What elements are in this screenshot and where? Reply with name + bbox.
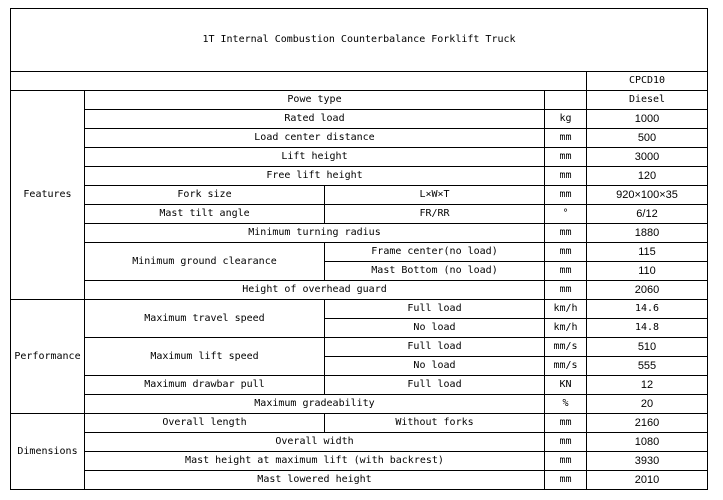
row-label: Fork size [85, 186, 325, 205]
row-label: Mast tilt angle [85, 205, 325, 224]
row-unit: mm [545, 262, 587, 281]
row-unit: km/h [545, 319, 587, 338]
row-sublabel: Mast Bottom (no load) [325, 262, 545, 281]
table-row [11, 376, 708, 395]
row-value: 555 [587, 357, 708, 376]
row-value: 115 [587, 243, 708, 262]
table-title: 1T Internal Combustion Counterbalance Forklift Truck [11, 9, 708, 72]
row-unit [545, 91, 587, 110]
row-unit: mm [545, 167, 587, 186]
title-row [11, 9, 708, 72]
row-value: 1080 [587, 433, 708, 452]
table-row [11, 205, 708, 224]
row-label: Load center distance [85, 129, 545, 148]
row-value: 500 [587, 129, 708, 148]
row-sublabel: Full load [325, 338, 545, 357]
row-value: Diesel [587, 91, 708, 110]
row-label: Mast height at maximum lift (with backrest) [85, 452, 545, 471]
row-label: Minimum turning radius [85, 224, 545, 243]
table-row [11, 110, 708, 129]
row-unit: km/h [545, 300, 587, 319]
row-value: 12 [587, 376, 708, 395]
row-value: 2010 [587, 471, 708, 490]
table-row [11, 452, 708, 471]
row-unit: mm [545, 224, 587, 243]
table-row [11, 186, 708, 205]
table-row [11, 91, 708, 110]
row-label: Rated load [85, 110, 545, 129]
row-value: 1880 [587, 224, 708, 243]
table-row [11, 433, 708, 452]
table-row [11, 471, 708, 490]
row-label: Height of overhead guard [85, 281, 545, 300]
table-row [11, 395, 708, 414]
row-value: 110 [587, 262, 708, 281]
table-row [11, 129, 708, 148]
row-unit: mm/s [545, 338, 587, 357]
row-label: Free lift height [85, 167, 545, 186]
row-value: 3000 [587, 148, 708, 167]
row-label: Overall length [85, 414, 325, 433]
row-unit: mm [545, 129, 587, 148]
table-row [11, 338, 708, 357]
row-label: Lift height [85, 148, 545, 167]
row-unit: mm [545, 243, 587, 262]
table-row [11, 300, 708, 319]
row-value: 1000 [587, 110, 708, 129]
row-label: Maximum lift speed [85, 338, 325, 376]
table-row [11, 224, 708, 243]
row-unit: ° [545, 205, 587, 224]
row-unit: mm [545, 471, 587, 490]
row-value: 14.6 [587, 300, 708, 319]
row-label: Maximum drawbar pull [85, 376, 325, 395]
row-sublabel: FR/RR [325, 205, 545, 224]
model-header: CPCD10 [587, 72, 708, 91]
table-row [11, 243, 708, 262]
row-label: Maximum travel speed [85, 300, 325, 338]
row-sublabel: No load [325, 319, 545, 338]
row-unit: mm [545, 281, 587, 300]
table-row [11, 281, 708, 300]
row-value: 120 [587, 167, 708, 186]
row-unit: mm/s [545, 357, 587, 376]
row-label: Overall width [85, 433, 545, 452]
row-unit: mm [545, 148, 587, 167]
row-unit: mm [545, 414, 587, 433]
row-unit: kg [545, 110, 587, 129]
row-value: 920×100×35 [587, 186, 708, 205]
row-label: Maximum gradeability [85, 395, 545, 414]
row-unit: mm [545, 452, 587, 471]
row-value: 3930 [587, 452, 708, 471]
section-dimensions: Dimensions [11, 414, 85, 490]
table-row [11, 167, 708, 186]
row-value: 20 [587, 395, 708, 414]
row-sublabel: Full load [325, 300, 545, 319]
row-label: Powe type [85, 91, 545, 110]
row-sublabel: Frame center(no load) [325, 243, 545, 262]
row-sublabel: L×W×T [325, 186, 545, 205]
row-value: 2060 [587, 281, 708, 300]
row-label: Mast lowered height [85, 471, 545, 490]
row-unit: mm [545, 433, 587, 452]
row-value: 2160 [587, 414, 708, 433]
row-label: Minimum ground clearance [85, 243, 325, 281]
row-sublabel: No load [325, 357, 545, 376]
section-performance: Performance [11, 300, 85, 414]
row-value: 6/12 [587, 205, 708, 224]
row-sublabel: Without forks [325, 414, 545, 433]
table-row [11, 148, 708, 167]
section-features: Features [11, 91, 85, 300]
table-row [11, 414, 708, 433]
row-unit: % [545, 395, 587, 414]
row-value: 14.8 [587, 319, 708, 338]
row-unit: KN [545, 376, 587, 395]
header-row [11, 72, 708, 91]
row-value: 510 [587, 338, 708, 357]
row-unit: mm [545, 186, 587, 205]
spec-table [10, 8, 708, 490]
row-sublabel: Full load [325, 376, 545, 395]
header-blank-cell [11, 72, 587, 91]
